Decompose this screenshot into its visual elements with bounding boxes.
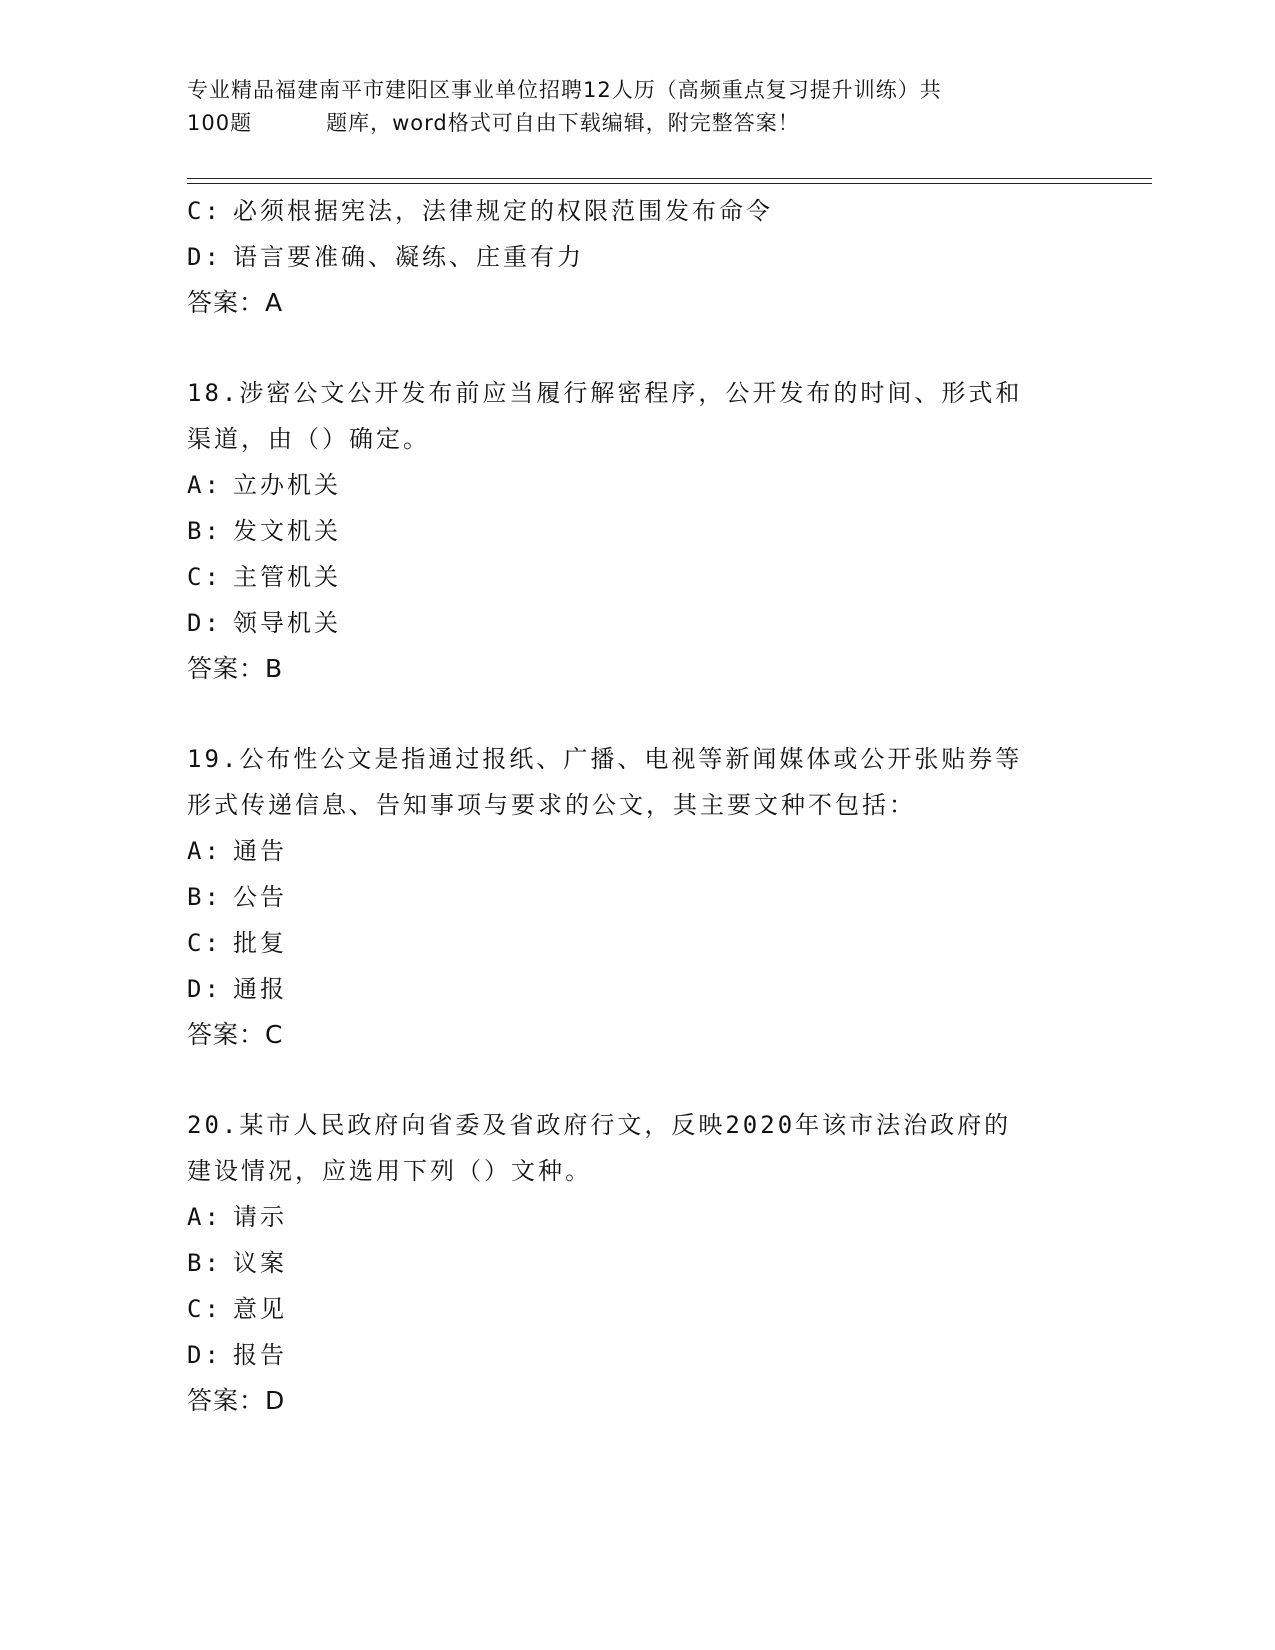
question-list — [187, 188, 1107, 1424]
option-c — [187, 920, 1107, 966]
header-title-line2 — [187, 107, 1067, 140]
header-description: 题库，word格式可自由下载编辑，附完整答案！ — [326, 111, 800, 135]
option-text: 立办机关 — [233, 471, 341, 499]
option-c — [187, 554, 1107, 600]
page-header — [187, 74, 1067, 140]
option-letter: D: — [187, 243, 222, 271]
option-text: 报告 — [233, 1341, 287, 1369]
question-17 — [187, 188, 1107, 326]
answer-label: 答案：C — [187, 1020, 284, 1049]
answer-label: 答案：B — [187, 654, 284, 683]
option-text: 议案 — [233, 1249, 287, 1277]
option-letter: C: — [187, 563, 222, 591]
option-letter: A: — [187, 1203, 222, 1231]
option-letter: C: — [187, 197, 222, 225]
option-letter: D: — [187, 975, 222, 1003]
answer-label: 答案：D — [187, 1386, 286, 1415]
option-b — [187, 508, 1107, 554]
option-letter: D: — [187, 1341, 222, 1369]
option-letter: B: — [187, 517, 222, 545]
option-c — [187, 188, 1107, 234]
option-text: 意见 — [233, 1295, 287, 1323]
question-18 — [187, 370, 1107, 692]
option-d — [187, 600, 1107, 646]
question-stem-line1: 18.涉密公文公开发布前应当履行解密程序，公开发布的时间、形式和 — [187, 379, 1023, 407]
option-c — [187, 1286, 1107, 1332]
question-stem-line2: 形式传递信息、告知事项与要求的公文，其主要文种不包括： — [187, 791, 916, 819]
question-stem-line1: 20.某市人民政府向省委及省政府行文，反映2020年该市法治政府的 — [187, 1111, 1012, 1139]
option-letter: A: — [187, 837, 222, 865]
option-letter: C: — [187, 929, 222, 957]
option-d — [187, 234, 1107, 280]
option-text: 必须根据宪法，法律规定的权限范围发布命令 — [233, 197, 773, 225]
option-text: 通报 — [233, 975, 287, 1003]
option-letter: C: — [187, 1295, 222, 1323]
option-d — [187, 1332, 1107, 1378]
option-text: 语言要准确、凝练、庄重有力 — [233, 243, 584, 271]
header-count: 100题 — [187, 111, 253, 135]
header-divider-top — [187, 178, 1152, 179]
option-d — [187, 966, 1107, 1012]
header-title-line1: 专业精品福建南平市建阳区事业单位招聘12人历（高频重点复习提升训练）共 — [187, 78, 942, 102]
option-letter: B: — [187, 1249, 222, 1277]
option-text: 发文机关 — [233, 517, 341, 545]
question-20 — [187, 1102, 1107, 1424]
option-text: 请示 — [233, 1203, 287, 1231]
option-text: 通告 — [233, 837, 287, 865]
option-b — [187, 874, 1107, 920]
header-divider-bottom — [187, 183, 1152, 184]
option-text: 主管机关 — [233, 563, 341, 591]
answer-label: 答案：A — [187, 288, 284, 317]
option-b — [187, 1240, 1107, 1286]
question-19 — [187, 736, 1107, 1058]
option-text: 领导机关 — [233, 609, 341, 637]
option-a — [187, 1194, 1107, 1240]
option-letter: D: — [187, 609, 222, 637]
option-a — [187, 462, 1107, 508]
option-text: 批复 — [233, 929, 287, 957]
question-stem-line2: 建设情况，应选用下列（）文种。 — [187, 1157, 592, 1185]
question-stem-line2: 渠道，由（）确定。 — [187, 425, 430, 453]
option-letter: B: — [187, 883, 222, 911]
option-a — [187, 828, 1107, 874]
option-text: 公告 — [233, 883, 287, 911]
question-stem-line1: 19.公布性公文是指通过报纸、广播、电视等新闻媒体或公开张贴券等 — [187, 745, 1023, 773]
option-letter: A: — [187, 471, 222, 499]
